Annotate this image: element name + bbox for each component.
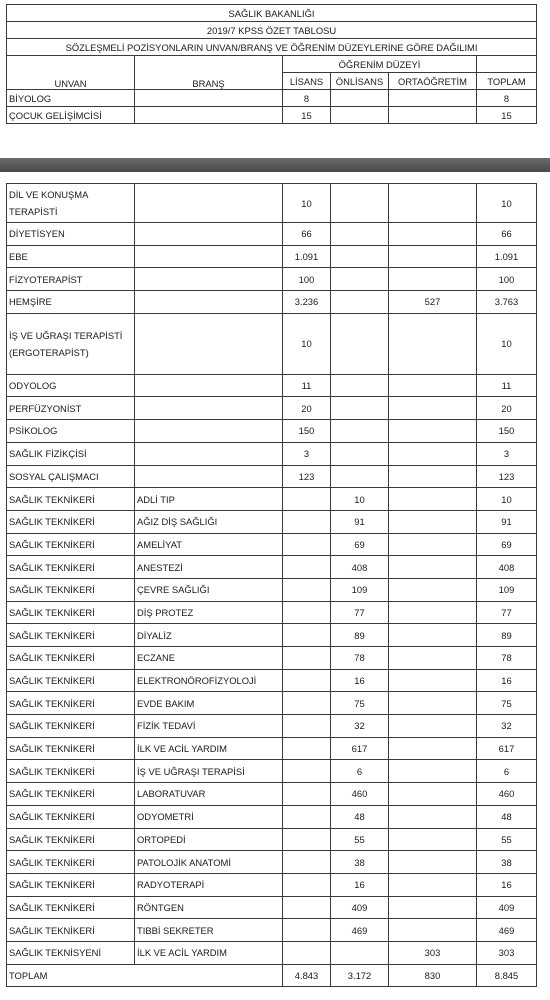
- table-row: [7, 184, 537, 223]
- cell-onlisans: 89: [331, 624, 389, 647]
- cell-lisans: 10: [283, 184, 331, 223]
- education-level-header: ÖĞRENİM DÜZEYİ: [283, 56, 477, 73]
- cell-lisans: [283, 737, 331, 760]
- cell-brans: [135, 107, 283, 124]
- cell-unvan: SAĞLIK TEKNİKERİ: [7, 669, 135, 692]
- table-row: [7, 465, 537, 488]
- cell-ortaogretim: [389, 692, 477, 715]
- cell-brans: [135, 184, 283, 223]
- table-row: [7, 828, 537, 851]
- cell-onlisans: [331, 184, 389, 223]
- cell-lisans: 123: [283, 465, 331, 488]
- cell-lisans: [283, 760, 331, 783]
- table-row: [7, 624, 537, 647]
- cell-toplam: 77: [477, 601, 537, 624]
- cell-toplam: 16: [477, 669, 537, 692]
- col-header-unvan: UNVAN: [7, 56, 135, 90]
- cell-onlisans: [331, 442, 389, 465]
- cell-lisans: [283, 578, 331, 601]
- cell-brans: RADYOTERAPİ: [135, 873, 283, 896]
- cell-brans: DİYALİZ: [135, 624, 283, 647]
- cell-lisans: 66: [283, 223, 331, 246]
- table-row: [7, 420, 537, 443]
- table-row: [7, 737, 537, 760]
- cell-toplam: 123: [477, 465, 537, 488]
- table-row: [7, 647, 537, 670]
- col-header-brans: BRANŞ: [135, 56, 283, 90]
- cell-onlisans: 617: [331, 737, 389, 760]
- cell-unvan: SAĞLIK TEKNİKERİ: [7, 760, 135, 783]
- table-subtitle: 2019/7 KPSS ÖZET TABLOSU: [7, 22, 537, 39]
- cell-onlisans: 32: [331, 715, 389, 738]
- cell-brans: TIBBİ SEKRETER: [135, 919, 283, 942]
- cell-unvan: SAĞLIK TEKNİKERİ: [7, 783, 135, 806]
- cell-onlisans: 75: [331, 692, 389, 715]
- cell-brans: [135, 465, 283, 488]
- cell-toplam: 89: [477, 624, 537, 647]
- table-row: [7, 941, 537, 964]
- total-label: TOPLAM: [7, 964, 283, 987]
- cell-lisans: [283, 805, 331, 828]
- cell-onlisans: [331, 223, 389, 246]
- cell-onlisans: [331, 291, 389, 314]
- cell-onlisans: [331, 268, 389, 291]
- cell-brans: ANESTEZİ: [135, 556, 283, 579]
- table-row: [7, 783, 537, 806]
- cell-ortaogretim: [389, 397, 477, 420]
- cell-lisans: [283, 919, 331, 942]
- cell-ortaogretim: [389, 420, 477, 443]
- cell-toplam: 20: [477, 397, 537, 420]
- cell-onlisans: 69: [331, 533, 389, 556]
- table-row: [7, 374, 537, 397]
- cell-lisans: 11: [283, 374, 331, 397]
- cell-brans: [135, 223, 283, 246]
- cell-onlisans: 48: [331, 805, 389, 828]
- cell-lisans: [283, 828, 331, 851]
- table-row: [7, 715, 537, 738]
- page-divider-bar: [0, 158, 550, 172]
- cell-toplam: 460: [477, 783, 537, 806]
- cell-unvan: ODYOLOG: [7, 374, 135, 397]
- cell-ortaogretim: [389, 374, 477, 397]
- cell-ortaogretim: 527: [389, 291, 477, 314]
- cell-onlisans: [331, 397, 389, 420]
- cell-brans: AĞIZ DİŞ SAĞLIĞI: [135, 510, 283, 533]
- table-row: [7, 896, 537, 919]
- cell-unvan: EBE: [7, 245, 135, 268]
- cell-lisans: [283, 647, 331, 670]
- cell-onlisans: 6: [331, 760, 389, 783]
- cell-onlisans: 469: [331, 919, 389, 942]
- cell-brans: [135, 313, 283, 374]
- cell-onlisans: [331, 374, 389, 397]
- ministry-title: SAĞLIK BAKANLIĞI: [7, 5, 537, 22]
- cell-ortaogretim: [389, 556, 477, 579]
- cell-brans: PATOLOJİK ANATOMİ: [135, 851, 283, 874]
- cell-brans: ECZANE: [135, 647, 283, 670]
- cell-brans: FİZİK TEDAVİ: [135, 715, 283, 738]
- cell-toplam: 150: [477, 420, 537, 443]
- cell-ortaogretim: [389, 919, 477, 942]
- cell-ortaogretim: [389, 896, 477, 919]
- cell-brans: ELEKTRONÖROFİZYOLOJİ: [135, 669, 283, 692]
- table-row: [7, 533, 537, 556]
- cell-onlisans: 91: [331, 510, 389, 533]
- cell-onlisans: 409: [331, 896, 389, 919]
- cell-toplam: 78: [477, 647, 537, 670]
- table-row: [7, 873, 537, 896]
- summary-table-bottom: [6, 183, 537, 987]
- table-row: [7, 805, 537, 828]
- table-row: [7, 851, 537, 874]
- cell-ortaogretim: [389, 647, 477, 670]
- cell-onlisans: [331, 420, 389, 443]
- cell-toplam: 32: [477, 715, 537, 738]
- cell-lisans: [283, 851, 331, 874]
- cell-ortaogretim: [389, 737, 477, 760]
- table-row: [7, 669, 537, 692]
- table-row: [7, 919, 537, 942]
- cell-unvan: SAĞLIK TEKNİKERİ: [7, 805, 135, 828]
- cell-lisans: [283, 783, 331, 806]
- cell-toplam: 100: [477, 268, 537, 291]
- cell-ortaogretim: [389, 107, 477, 124]
- cell-ortaogretim: [389, 828, 477, 851]
- cell-ortaogretim: [389, 805, 477, 828]
- cell-onlisans: 109: [331, 578, 389, 601]
- cell-ortaogretim: [389, 510, 477, 533]
- cell-ortaogretim: [389, 268, 477, 291]
- cell-ortaogretim: [389, 90, 477, 107]
- cell-brans: İŞ VE UĞRAŞI TERAPİSİ: [135, 760, 283, 783]
- table-row: [7, 223, 537, 246]
- cell-brans: AMELİYAT: [135, 533, 283, 556]
- cell-lisans: 150: [283, 420, 331, 443]
- cell-lisans: [283, 624, 331, 647]
- cell-lisans: [283, 715, 331, 738]
- cell-ortaogretim: [389, 624, 477, 647]
- cell-lisans: 3.236: [283, 291, 331, 314]
- cell-onlisans: 78: [331, 647, 389, 670]
- cell-toplam: 91: [477, 510, 537, 533]
- cell-toplam: 303: [477, 941, 537, 964]
- cell-unvan: ÇOCUK GELİŞİMCİSİ: [7, 107, 135, 124]
- cell-unvan: HEMŞİRE: [7, 291, 135, 314]
- cell-unvan: SAĞLIK TEKNİKERİ: [7, 488, 135, 511]
- summary-table-top: [6, 4, 537, 124]
- cell-onlisans: [331, 245, 389, 268]
- cell-ortaogretim: [389, 184, 477, 223]
- cell-lisans: [283, 873, 331, 896]
- cell-onlisans: [331, 107, 389, 124]
- cell-onlisans: 460: [331, 783, 389, 806]
- cell-onlisans: [331, 941, 389, 964]
- cell-brans: RÖNTGEN: [135, 896, 283, 919]
- cell-toplam: 16: [477, 873, 537, 896]
- cell-ortaogretim: [389, 783, 477, 806]
- cell-brans: ADLİ TIP: [135, 488, 283, 511]
- cell-brans: [135, 291, 283, 314]
- table-row: [7, 442, 537, 465]
- cell-ortaogretim: [389, 442, 477, 465]
- cell-unvan: SAĞLIK TEKNİKERİ: [7, 601, 135, 624]
- cell-unvan: PERFÜZYONİST: [7, 397, 135, 420]
- total-ortaogretim: 830: [389, 964, 477, 987]
- total-lisans: 4.843: [283, 964, 331, 987]
- cell-brans: LABORATUVAR: [135, 783, 283, 806]
- cell-unvan: BİYOLOG: [7, 90, 135, 107]
- cell-brans: [135, 268, 283, 291]
- cell-lisans: [283, 941, 331, 964]
- cell-unvan: SAĞLIK TEKNİKERİ: [7, 624, 135, 647]
- cell-toplam: 10: [477, 313, 537, 374]
- cell-unvan: SAĞLIK TEKNİKERİ: [7, 715, 135, 738]
- cell-toplam: 409: [477, 896, 537, 919]
- cell-lisans: 8: [283, 90, 331, 107]
- table-row: [7, 313, 537, 374]
- col-header-toplam-spacer: [477, 56, 537, 73]
- table-row: [7, 510, 537, 533]
- cell-onlisans: 408: [331, 556, 389, 579]
- cell-unvan: SAĞLIK TEKNİKERİ: [7, 737, 135, 760]
- cell-toplam: 408: [477, 556, 537, 579]
- cell-brans: EVDE BAKIM: [135, 692, 283, 715]
- table-title: SÖZLEŞMELİ POZİSYONLARIN UNVAN/BRANŞ VE ÖĞRENİM DÜZEYLERİNE GÖRE DAĞILIMI: [7, 39, 537, 56]
- cell-lisans: [283, 488, 331, 511]
- cell-unvan: DİYETİSYEN: [7, 223, 135, 246]
- cell-unvan: SAĞLIK TEKNİKERİ: [7, 851, 135, 874]
- cell-onlisans: 55: [331, 828, 389, 851]
- cell-ortaogretim: [389, 715, 477, 738]
- cell-ortaogretim: [389, 851, 477, 874]
- cell-brans: İLK VE ACİL YARDIM: [135, 737, 283, 760]
- table-row: [7, 488, 537, 511]
- cell-ortaogretim: [389, 533, 477, 556]
- cell-lisans: 1.091: [283, 245, 331, 268]
- cell-lisans: [283, 601, 331, 624]
- col-header-ortaogretim: ORTAÖĞRETİM: [389, 73, 477, 90]
- cell-toplam: 10: [477, 184, 537, 223]
- cell-brans: [135, 420, 283, 443]
- table-row: [7, 578, 537, 601]
- cell-brans: [135, 397, 283, 420]
- col-header-onlisans: ÖNLİSANS: [331, 73, 389, 90]
- cell-unvan: PSİKOLOG: [7, 420, 135, 443]
- cell-lisans: [283, 556, 331, 579]
- table-row: [7, 556, 537, 579]
- cell-toplam: 48: [477, 805, 537, 828]
- cell-lisans: 10: [283, 313, 331, 374]
- cell-onlisans: 10: [331, 488, 389, 511]
- table-row: [7, 107, 537, 124]
- total-row: [7, 964, 537, 987]
- cell-brans: ÇEVRE SAĞLIĞI: [135, 578, 283, 601]
- cell-onlisans: [331, 313, 389, 374]
- table-row: [7, 90, 537, 107]
- cell-unvan: SAĞLIK TEKNİKERİ: [7, 828, 135, 851]
- cell-lisans: [283, 533, 331, 556]
- cell-unvan: İŞ VE UĞRAŞI TERAPİSTİ (ERGOTERAPİST): [7, 313, 135, 374]
- cell-toplam: 8: [477, 90, 537, 107]
- cell-unvan: SAĞLIK TEKNİKERİ: [7, 647, 135, 670]
- cell-onlisans: [331, 465, 389, 488]
- cell-lisans: 3: [283, 442, 331, 465]
- total-toplam: 8.845: [477, 964, 537, 987]
- cell-unvan: SAĞLIK TEKNİKERİ: [7, 896, 135, 919]
- cell-ortaogretim: [389, 488, 477, 511]
- cell-toplam: 55: [477, 828, 537, 851]
- cell-toplam: 38: [477, 851, 537, 874]
- cell-unvan: SAĞLIK TEKNİKERİ: [7, 510, 135, 533]
- cell-brans: İLK VE ACİL YARDIM: [135, 941, 283, 964]
- cell-brans: ODYOMETRİ: [135, 805, 283, 828]
- cell-unvan: FİZYOTERAPİST: [7, 268, 135, 291]
- cell-toplam: 11: [477, 374, 537, 397]
- cell-onlisans: 16: [331, 669, 389, 692]
- cell-ortaogretim: 303: [389, 941, 477, 964]
- cell-lisans: [283, 510, 331, 533]
- cell-unvan: SAĞLIK TEKNİKERİ: [7, 873, 135, 896]
- cell-toplam: 617: [477, 737, 537, 760]
- cell-brans: [135, 245, 283, 268]
- cell-ortaogretim: [389, 578, 477, 601]
- cell-toplam: 69: [477, 533, 537, 556]
- table-row: [7, 268, 537, 291]
- cell-toplam: 109: [477, 578, 537, 601]
- cell-toplam: 1.091: [477, 245, 537, 268]
- cell-ortaogretim: [389, 313, 477, 374]
- cell-unvan: SAĞLIK FİZİKÇİSİ: [7, 442, 135, 465]
- cell-ortaogretim: [389, 669, 477, 692]
- cell-toplam: 75: [477, 692, 537, 715]
- cell-unvan: SAĞLIK TEKNİSYENİ: [7, 941, 135, 964]
- cell-lisans: 15: [283, 107, 331, 124]
- cell-lisans: 20: [283, 397, 331, 420]
- cell-ortaogretim: [389, 873, 477, 896]
- cell-ortaogretim: [389, 760, 477, 783]
- cell-brans: DİŞ PROTEZ: [135, 601, 283, 624]
- cell-toplam: 10: [477, 488, 537, 511]
- cell-lisans: [283, 692, 331, 715]
- table-body: [7, 184, 537, 987]
- cell-unvan: SOSYAL ÇALIŞMACI: [7, 465, 135, 488]
- table-row: [7, 397, 537, 420]
- cell-toplam: 469: [477, 919, 537, 942]
- cell-unvan: SAĞLIK TEKNİKERİ: [7, 556, 135, 579]
- cell-toplam: 3.763: [477, 291, 537, 314]
- cell-unvan: SAĞLIK TEKNİKERİ: [7, 692, 135, 715]
- table-row: [7, 601, 537, 624]
- cell-ortaogretim: [389, 601, 477, 624]
- table-row: [7, 760, 537, 783]
- col-header-toplam: TOPLAM: [477, 73, 537, 90]
- cell-toplam: 15: [477, 107, 537, 124]
- cell-ortaogretim: [389, 465, 477, 488]
- table-row: [7, 692, 537, 715]
- cell-onlisans: 77: [331, 601, 389, 624]
- cell-unvan: DİL VE KONUŞMA TERAPİSTİ: [7, 184, 135, 223]
- cell-onlisans: 16: [331, 873, 389, 896]
- total-onlisans: 3.172: [331, 964, 389, 987]
- cell-lisans: 100: [283, 268, 331, 291]
- cell-toplam: 3: [477, 442, 537, 465]
- cell-lisans: [283, 669, 331, 692]
- cell-unvan: SAĞLIK TEKNİKERİ: [7, 533, 135, 556]
- cell-ortaogretim: [389, 245, 477, 268]
- cell-unvan: SAĞLIK TEKNİKERİ: [7, 578, 135, 601]
- cell-toplam: 66: [477, 223, 537, 246]
- col-header-lisans: LİSANS: [283, 73, 331, 90]
- cell-brans: [135, 90, 283, 107]
- cell-unvan: SAĞLIK TEKNİKERİ: [7, 919, 135, 942]
- cell-brans: [135, 442, 283, 465]
- cell-lisans: [283, 896, 331, 919]
- table-row: [7, 291, 537, 314]
- cell-onlisans: [331, 90, 389, 107]
- cell-ortaogretim: [389, 223, 477, 246]
- cell-toplam: 6: [477, 760, 537, 783]
- cell-onlisans: 38: [331, 851, 389, 874]
- cell-brans: ORTOPEDİ: [135, 828, 283, 851]
- table-row: [7, 245, 537, 268]
- cell-brans: [135, 374, 283, 397]
